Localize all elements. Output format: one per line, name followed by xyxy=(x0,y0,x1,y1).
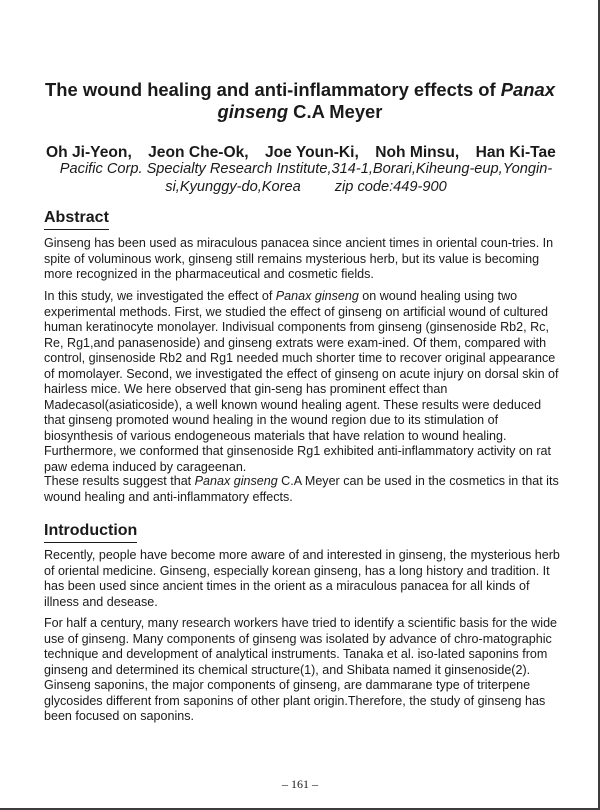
abstract-text: on wound healing using two experimental methods. First, we studied the effect of ginseng on artificial wound of cultured human keratinocyte monolayer. Indivisual components from ginseng (ginsenoside Rb2, Rc, Re, Rg1,and panasenoside) and ginseng extrats were exam-ined. Of them, compared with control, ginsenoside Rb2 and Rg1 needed much shorter time to recover original appearance of momolayer. Second, we investigated the effect of ginseng on acute injury on dorsal skin of hairless mice. We here observed that gin-seng has prominent effect than Madecasol(asiaticoside), a well known wound healing agent. These results were deduced that ginseng promoted wound healing in the wound region due to its stimulation of biosynthesis of various endogeneous materials that have relation to wound healing. Furthermore, we conformed that ginsenoside Rg1 exhibited anti-inflammatory activity on rat paw edema induced by carageenan. xyxy=(44,289,559,474)
abstract-paragraph-1: Ginseng has been used as miraculous panacea since ancient times in oriental coun-tries. In spite of voluminous work, ginseng still remains mysterious herb, but its value is becoming more recognized in the pharmaceutical and cosmetic fields. xyxy=(44,236,554,281)
author-affiliation xyxy=(46,161,566,196)
title-suffix: C.A Meyer xyxy=(288,101,383,122)
introduction-heading: Introduction xyxy=(44,521,137,543)
affiliation-line: Pacific Corp. Specialty Research Institute,314-1,Borari,Kiheung-eup,Yongin- xyxy=(59,161,553,177)
affiliation-zip: zip code:449-900 xyxy=(334,178,447,195)
abstract-text: In this study, we investigated the effect of xyxy=(44,289,276,303)
title-italic-genus: Panax xyxy=(500,79,555,100)
abstract-paragraph-3 xyxy=(44,474,562,505)
title-text: The wound healing and anti-inflammatory effects of xyxy=(45,79,501,100)
abstract-paragraph-2 xyxy=(44,289,562,475)
abstract-heading: Abstract xyxy=(44,208,109,230)
paper-title xyxy=(40,79,560,123)
abstract-italic-species: Panax ginseng xyxy=(275,289,359,303)
title-italic-species: ginseng xyxy=(217,101,289,122)
introduction-paragraph-1: Recently, people have become more aware of and interested in ginseng, the mysterious herb of oriental medicine. Ginseng, especially korean ginseng, has a long history and tradition. It has been used since ancient times in the orient as a miraculous panacea for all kinds of illness and desease. xyxy=(44,548,560,609)
abstract-text: C.A Meyer can be used in the cosmetics in that its wound healing and anti-inflammatory effects. xyxy=(44,474,559,504)
abstract-italic-species: Panax ginseng xyxy=(194,474,278,488)
abstract-text: These results suggest that xyxy=(44,474,195,488)
author-name: Joe Youn-Ki, xyxy=(264,144,359,161)
page-number: – 161 – xyxy=(282,777,318,791)
introduction-paragraph-2: For half a century, many research workers have tried to identify a scientific basis for the wide use of ginseng. Many components of ginseng was isolated by advance of chro-matographic technique and development of analytical instruments. Tanaka et al. iso-lated saponins from ginseng and determined its chemical structure(1), and Shibata named it ginsenoside(2). Ginseng saponins, the major components of ginseng, are dammarane type of triterpene glycosides different from saponins of other plant origin.Therefore, the study of ginseng has been focused on saponins. xyxy=(44,616,558,723)
author-name: Noh Minsu, xyxy=(375,144,460,161)
author-name: Jeon Che-Ok, xyxy=(148,144,249,161)
author-name: Han Ki-Tae xyxy=(475,144,556,161)
author-list xyxy=(46,143,566,162)
author-name: Oh Ji-Yeon, xyxy=(46,144,132,161)
affiliation-address: si,Kyunggy-do,Korea xyxy=(165,178,301,195)
